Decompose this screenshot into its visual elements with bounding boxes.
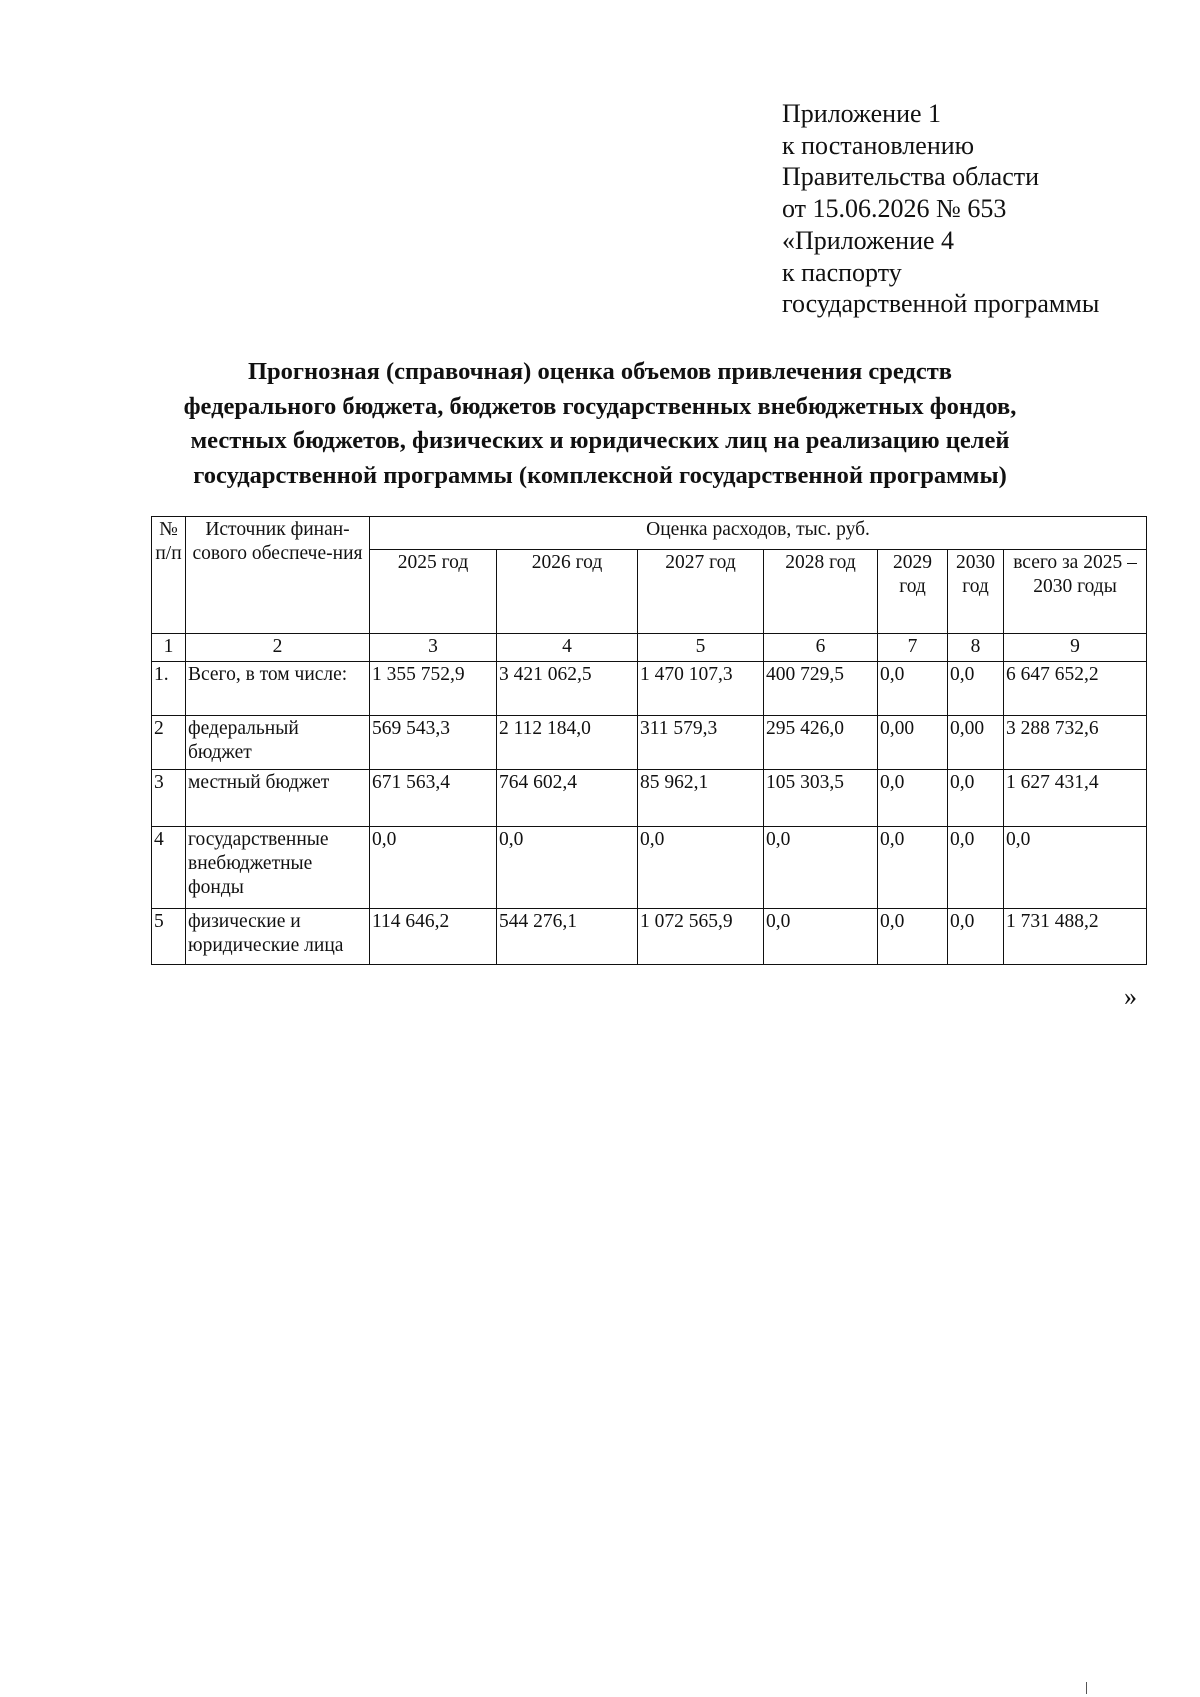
row-value: 85 962,1 xyxy=(638,770,764,827)
column-number: 3 xyxy=(370,634,497,662)
row-number: 4 xyxy=(152,827,186,909)
row-value: 0,0 xyxy=(497,827,638,909)
header-funding-source: Источник финан-сового обеспече-ния xyxy=(186,517,370,634)
column-number: 2 xyxy=(186,634,370,662)
table-row xyxy=(152,770,1147,827)
row-value: 1 470 107,3 xyxy=(638,662,764,716)
row-source: федеральный бюджет xyxy=(186,716,370,770)
row-value: 0,00 xyxy=(948,716,1004,770)
column-number: 7 xyxy=(878,634,948,662)
row-value: 0,0 xyxy=(764,909,878,965)
row-value: 1 731 488,2 xyxy=(1004,909,1147,965)
row-number: 3 xyxy=(152,770,186,827)
title-line: местных бюджетов, физических и юридических лиц на реализацию целей xyxy=(190,427,1010,454)
row-source: местный бюджет xyxy=(186,770,370,827)
column-number: 4 xyxy=(497,634,638,662)
row-value: 1 355 752,9 xyxy=(370,662,497,716)
row-value: 105 303,5 xyxy=(764,770,878,827)
row-value: 0,0 xyxy=(878,909,948,965)
appendix-line: государственной программы xyxy=(782,289,1100,319)
row-number: 5 xyxy=(152,909,186,965)
header-row-number: № п/п xyxy=(152,517,186,634)
row-value: 295 426,0 xyxy=(764,716,878,770)
row-value: 1 072 565,9 xyxy=(638,909,764,965)
row-value: 0,0 xyxy=(370,827,497,909)
column-number: 6 xyxy=(764,634,878,662)
scan-edge-mark xyxy=(1086,1682,1087,1694)
title-line: федерального бюджета, бюджетов государственных внебюджетных фондов, xyxy=(183,392,1017,420)
row-value: 0,0 xyxy=(878,770,948,827)
row-value: 400 729,5 xyxy=(764,662,878,716)
column-numbers-row xyxy=(152,634,1147,662)
row-number: 1. xyxy=(152,662,186,716)
column-number: 8 xyxy=(948,634,1004,662)
row-value: 1 627 431,4 xyxy=(1004,770,1147,827)
column-number: 1 xyxy=(152,634,186,662)
closing-quote-mark: » xyxy=(1124,982,1137,1011)
row-value: 2 112 184,0 xyxy=(497,716,638,770)
row-value: 544 276,1 xyxy=(497,909,638,965)
title-line: Прогнозная (справочная) оценка объемов привлечения средств xyxy=(248,358,952,385)
row-value: 0,0 xyxy=(764,827,878,909)
row-value: 0,0 xyxy=(878,662,948,716)
row-source: физические и юридические лица xyxy=(186,909,370,965)
row-value: 0,0 xyxy=(948,827,1004,909)
document-title xyxy=(100,355,1100,493)
appendix-line: «Приложение 4 xyxy=(782,225,955,255)
row-value: 0,0 xyxy=(948,770,1004,827)
table-row xyxy=(152,716,1147,770)
header-expense-estimate: Оценка расходов, тыс. руб. xyxy=(370,517,1147,550)
row-value: 0,0 xyxy=(878,827,948,909)
row-source: государственные внебюджетные фонды xyxy=(186,827,370,909)
column-number: 9 xyxy=(1004,634,1147,662)
header-year-2025: 2025 год xyxy=(370,550,497,634)
row-value: 114 646,2 xyxy=(370,909,497,965)
funding-estimate-table xyxy=(151,516,1147,965)
header-year-2028: 2028 год xyxy=(764,550,878,634)
row-value: 3 421 062,5 xyxy=(497,662,638,716)
appendix-line: к постановлению xyxy=(782,130,975,160)
table-row xyxy=(152,827,1147,909)
row-value: 0,0 xyxy=(948,662,1004,716)
row-value: 0,0 xyxy=(1004,827,1147,909)
row-value: 0,0 xyxy=(638,827,764,909)
table-row xyxy=(152,909,1147,965)
appendix-line: от 15.06.2026 № 653 xyxy=(782,194,1007,224)
row-value: 764 602,4 xyxy=(497,770,638,827)
header-year-2030: 2030 год xyxy=(948,550,1004,634)
appendix-line: Правительства области xyxy=(782,162,1040,192)
row-value: 569 543,3 xyxy=(370,716,497,770)
appendix-line: Приложение 1 xyxy=(782,99,942,128)
header-year-2027: 2027 год xyxy=(638,550,764,634)
row-value: 6 647 652,2 xyxy=(1004,662,1147,716)
row-value: 0,00 xyxy=(878,716,948,770)
column-number: 5 xyxy=(638,634,764,662)
title-line: государственной программы (комплексной государственной программы) xyxy=(193,461,1007,489)
row-value: 0,0 xyxy=(948,909,1004,965)
header-year-2026: 2026 год xyxy=(497,550,638,634)
row-value: 311 579,3 xyxy=(638,716,764,770)
appendix-reference-block xyxy=(782,98,1099,320)
row-source: Всего, в том числе: xyxy=(186,662,370,716)
row-value: 671 563,4 xyxy=(370,770,497,827)
header-total: всего за 2025 – 2030 годы xyxy=(1004,550,1147,634)
table-row xyxy=(152,662,1147,716)
row-value: 3 288 732,6 xyxy=(1004,716,1147,770)
row-number: 2 xyxy=(152,716,186,770)
header-year-2029: 2029 год xyxy=(878,550,948,634)
appendix-line: к паспорту xyxy=(782,257,902,287)
